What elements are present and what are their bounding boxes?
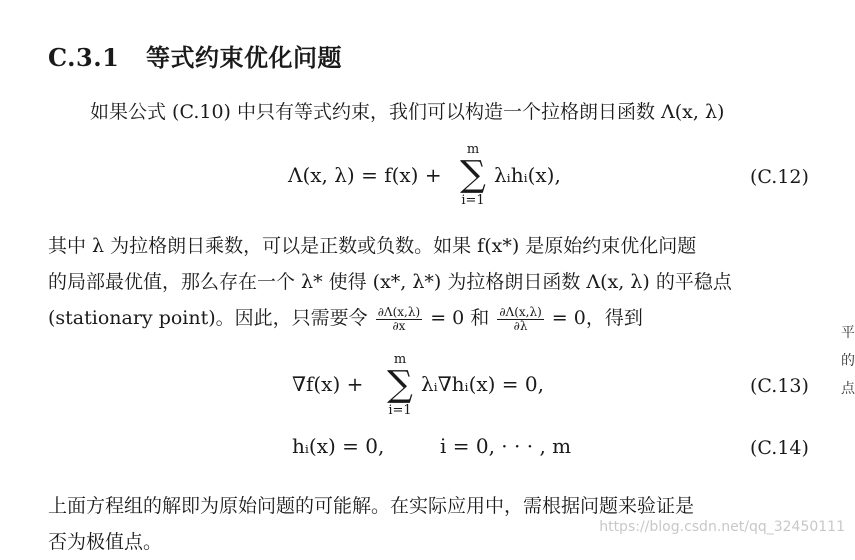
equation-c14-condition: i = 0, · · · , m — [440, 434, 572, 458]
equation-number-c13: (C.13) — [750, 375, 809, 397]
edge-glyph-1: 平 — [841, 325, 855, 341]
edge-glyph-2: 的 — [841, 353, 855, 369]
body-line-3-middle: = 0 和 — [430, 307, 490, 329]
equation-c13-sum — [383, 352, 417, 418]
sigma-symbol: ∑ — [387, 364, 413, 405]
body-line-2: 的局部最优值，那么存在一个 λ* 使得 (x*, λ*) 为拉格朗日函数 Λ(x, λ) 的平稳点 — [48, 271, 732, 293]
body-line-3-start: (stationary point)。因此，只需要令 — [48, 307, 368, 329]
body-paragraph — [48, 228, 732, 336]
conclusion-paragraph — [48, 488, 694, 560]
conclusion-line-2: 否为极值点。 — [48, 531, 163, 553]
watermark: https://blog.csdn.net/qq_32450111 — [599, 519, 845, 535]
conclusion-line-1: 上面方程组的解即为原始问题的可能解。在实际应用中，需根据问题来验证是 — [48, 495, 695, 517]
edge-glyph-3: 点 — [841, 381, 855, 397]
equation-c12-rhs: λᵢhᵢ(x), — [494, 163, 561, 187]
section-title: 等式约束优化问题 — [146, 43, 342, 72]
equation-number-c12: (C.12) — [750, 166, 809, 188]
body-line-3-end: = 0，得到 — [551, 307, 643, 329]
intro-paragraph: 如果公式 (C.10) 中只有等式约束，我们可以构造一个拉格朗日函数 Λ(x, λ) — [90, 101, 725, 123]
partial-derivative-x: $\frac{\partial\Lambda(x,\lambda)}{\partial x}$ — [377, 304, 421, 333]
section-heading — [48, 38, 342, 73]
equation-c14: hᵢ(x) = 0, — [292, 434, 385, 458]
equation-c12-lhs: Λ(x, λ) = f(x) + — [288, 163, 442, 187]
sum-upper-limit: m — [466, 142, 480, 157]
equation-c13-lhs: ∇f(x) + — [292, 372, 364, 396]
sum-upper-limit: m — [393, 352, 407, 367]
section-number: C.3.1 — [48, 43, 120, 72]
equation-number-c14: (C.14) — [750, 437, 809, 459]
sum-lower-limit: i=1 — [461, 193, 485, 208]
body-line-3 — [48, 300, 732, 336]
sum-lower-limit: i=1 — [388, 403, 412, 418]
equation-c12-sum — [456, 142, 490, 208]
equation-c13-rhs: λᵢ∇hᵢ(x) = 0, — [421, 372, 545, 396]
partial-derivative-lambda: $\frac{\partial\Lambda(x,\lambda)}{\partial\lambda}$ — [499, 304, 542, 333]
sigma-symbol: ∑ — [460, 154, 486, 195]
body-line-1: 其中 λ 为拉格朗日乘数，可以是正数或负数。如果 f(x*) 是原始约束优化问题 — [48, 235, 697, 257]
